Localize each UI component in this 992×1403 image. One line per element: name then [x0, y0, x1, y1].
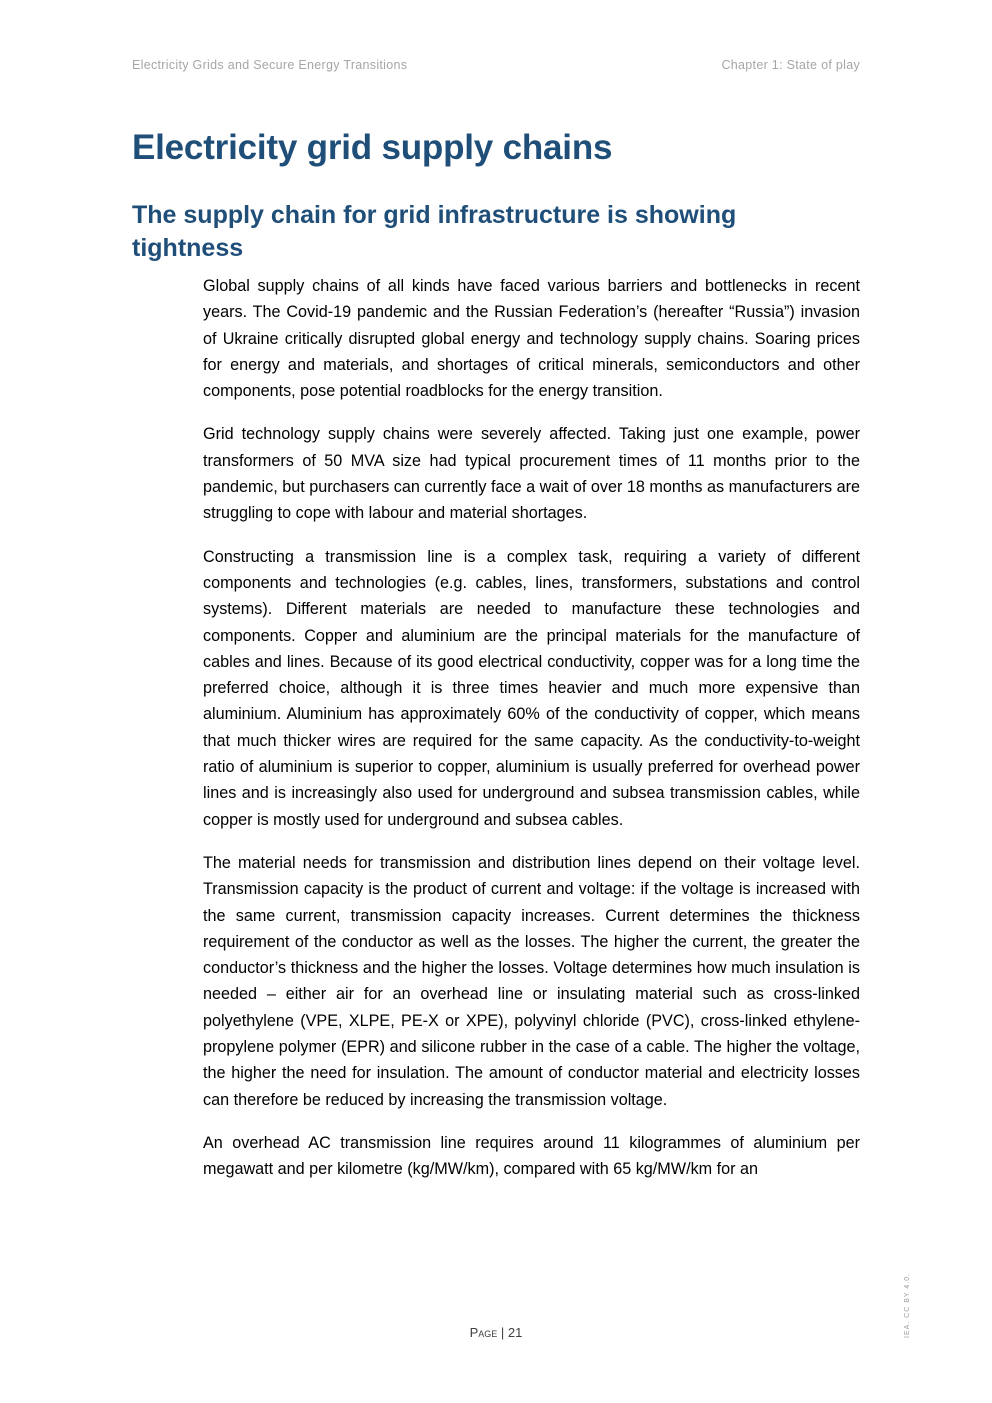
- body-text: [203, 273, 860, 1200]
- license-notice: IEA. CC BY 4.0.: [904, 1272, 911, 1338]
- page-footer: [0, 1325, 992, 1340]
- section-title: The supply chain for grid infrastructure is showing tightness: [132, 201, 737, 262]
- paragraph: Constructing a transmission line is a complex task, requiring a variety of different components and technologies (e.g. cables, lines, transformers, substations and control systems). Different materials are needed to manufacture these technologies and components. Copper and aluminium are the principal materials for the manufacture of cables and lines. Because of its good electrical conductivity, copper was for a long time the preferred choice, although it is three times heavier and much more expensive than aluminium. Aluminium has approximately 60% of the conductivity of copper, which means that much thicker wires are required for the same capacity. As the conductivity-to-weight ratio of aluminium is superior to copper, aluminium is usually preferred for overhead power lines and is increasingly also used for underground and subsea transmission cables, while copper is mostly used for underground and subsea cables.: [203, 547, 860, 829]
- chapter-title: Electricity grid supply chains: [132, 128, 613, 167]
- running-header: [132, 58, 860, 72]
- paragraph: Grid technology supply chains were severely affected. Taking just one example, power transformers of 50 MVA size had typical procurement times of 11 months prior to the pandemic, but purchasers can currently face a wait of over 18 months as manufacturers are struggling to cope with labour and material shortages.: [203, 425, 860, 523]
- document-title: Electricity Grids and Secure Energy Transitions: [132, 58, 408, 72]
- page-separator: |: [497, 1325, 508, 1340]
- paragraph: An overhead AC transmission line requires around 11 kilogrammes of aluminium per megawatt and per kilometre (kg/MW/km), compared with 65 kg/MW/km for an: [203, 1133, 860, 1179]
- chapter-label: Chapter 1: State of play: [721, 58, 860, 72]
- paragraph: The material needs for transmission and distribution lines depend on their voltage level. Transmission capacity is the product of current and voltage: if the voltage is increased with the same current, transmission capacity increases. Current determines the thickness requirement of the conductor as well as the losses. The higher the current, the greater the conductor’s thickness and the higher the losses. Voltage determines how much insulation is needed – either air for an overhead line or insulating material such as cross-linked polyethylene (VPE, XLPE, PE-X or XPE), polyvinyl chloride (PVC), cross-linked ethylene-propylene polymer (EPR) and silicone rubber in the case of a cable. The higher the voltage, the higher the need for insulation. The amount of conductor material and electricity losses can therefore be reduced by increasing the transmission voltage.: [203, 853, 860, 1109]
- paragraph: Global supply chains of all kinds have faced various barriers and bottlenecks in recent years. The Covid-19 pandemic and the Russian Federation’s (hereafter “Russia”) invasion of Ukraine critically disrupted global energy and technology supply chains. Soaring prices for energy and materials, and shortages of critical minerals, semiconductors and other components, pose potential roadblocks for the energy transition.: [203, 277, 860, 401]
- page-number: 21: [507, 1325, 523, 1340]
- page-label: Page: [469, 1325, 498, 1340]
